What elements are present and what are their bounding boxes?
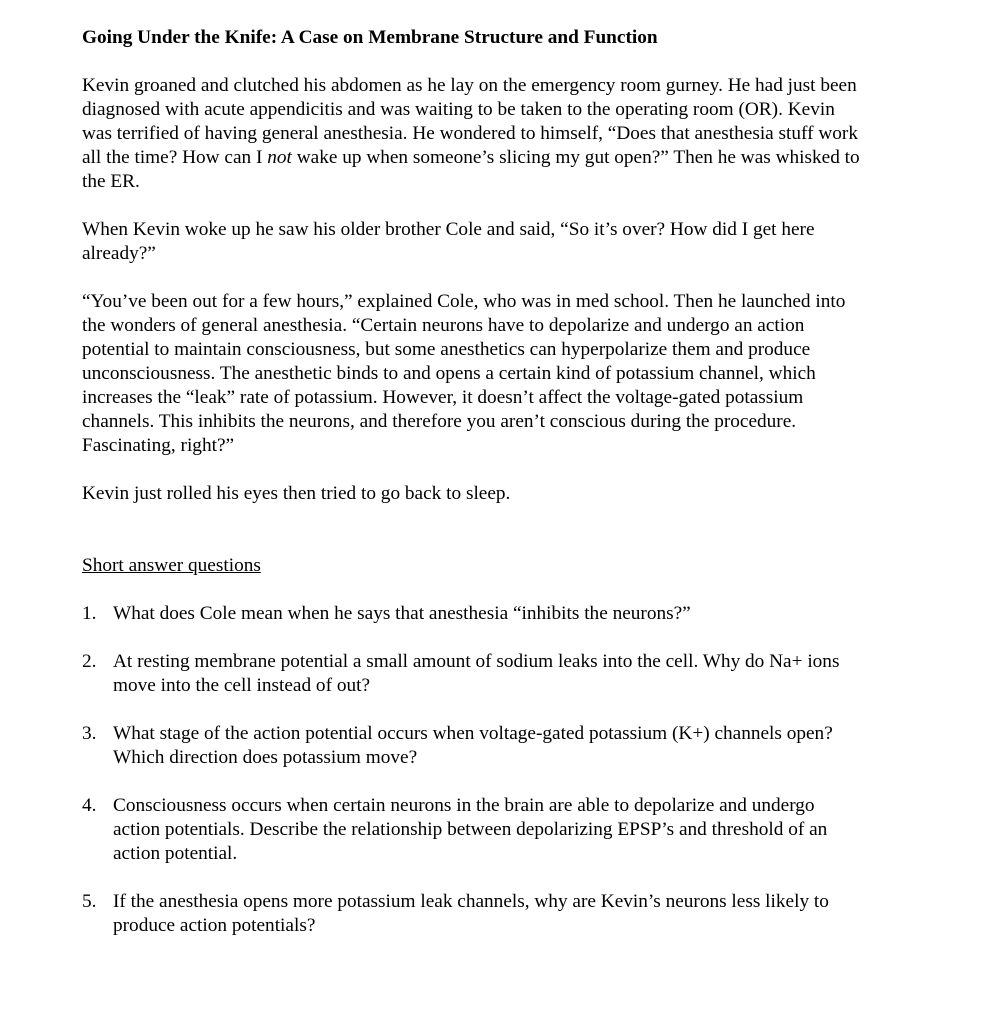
question-text: What does Cole mean when he says that anesthesia “inhibits the neurons?” — [113, 603, 691, 624]
story-paragraph-3: “You’ve been out for a few hours,” explained Cole, who was in med school. Then he launched into the wonders of general anesthesia. “Certain neurons have to depolarize and undergo an action potential to maintain consciousness, but some anesthetics can hyperpolarize them and produce unconsciousness. The anesthetic binds to and opens a certain kind of potassium channel, which increases the “leak” rate of potassium. However, it doesn’t affect the voltage-gated potassium channels. This inhibits the neurons, and therefore you aren’t conscious during the procedure. Fascinating, right?” — [82, 291, 846, 456]
paragraph-1-text-end: wake up when someone’s slicing my gut open?” Then he was whisked to the ER. — [82, 147, 860, 192]
story-paragraph-2: When Kevin woke up he saw his older brother Cole and said, “So it’s over? How did I get here already?” — [82, 219, 815, 264]
question-text: At resting membrane potential a small amount of sodium leaks into the cell. Why do Na+ ions move into the cell instead of out? — [113, 651, 840, 696]
short-answer-heading: Short answer questions — [82, 555, 261, 576]
story-paragraph-1 — [82, 74, 862, 194]
question-number: 2. — [82, 651, 97, 672]
question-item — [82, 650, 862, 698]
question-text: Consciousness occurs when certain neurons in the brain are able to depolarize and undergo action potentials. Describe the relationship between depolarizing EPSP’s and threshold of an action potential. — [113, 795, 828, 864]
paragraph-1-emphasis: not — [267, 147, 292, 168]
question-text: What stage of the action potential occurs when voltage-gated potassium (K+) channels open? Which direction does potassium move? — [113, 723, 833, 768]
question-number: 1. — [82, 603, 97, 624]
document-page — [82, 26, 862, 962]
question-item — [82, 722, 862, 770]
question-text: If the anesthesia opens more potassium leak channels, why are Kevin’s neurons less likely to produce action potentials? — [113, 891, 829, 936]
story-paragraph-4: Kevin just rolled his eyes then tried to go back to sleep. — [82, 483, 511, 504]
questions-list — [82, 602, 862, 938]
question-item — [82, 602, 862, 626]
document-title: Going Under the Knife: A Case on Membrane Structure and Function — [82, 27, 658, 48]
question-number: 5. — [82, 891, 97, 912]
question-item — [82, 794, 862, 866]
question-number: 4. — [82, 795, 97, 816]
question-item — [82, 890, 862, 938]
paragraph-1-text-start: Kevin groaned and clutched his abdomen as he lay on the emergency room gurney. He had just been diagnosed with acute appendicitis and was waiting to be taken to the operating room (OR). Kevin was terrified of having general anesthesia. He wondered to himself, “Does that anesthesia stuff work all the time? How can I — [82, 75, 858, 168]
question-number: 3. — [82, 723, 97, 744]
